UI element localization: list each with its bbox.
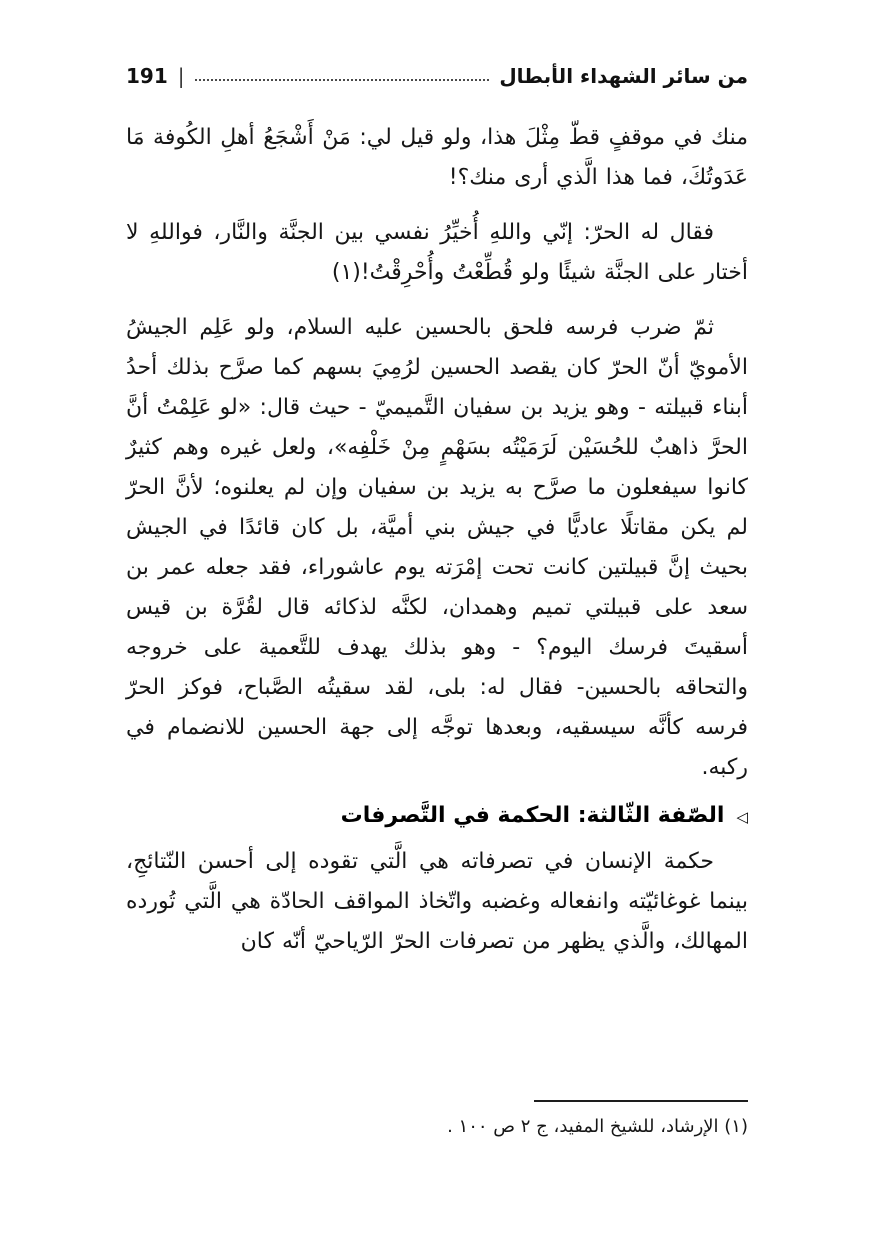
- footnote-text: (١) الإرشاد، للشيخ المفيد، ج ٢ ص ١٠٠ .: [447, 1116, 748, 1137]
- triangle-bullet-icon: ◁: [736, 807, 748, 826]
- footnote-block: [126, 1100, 748, 1142]
- body-paragraph: منك في موقفٍ قطّ مِثْلَ هذا، ولو قيل لي: مَنْ أَشْجَعُ أهلِ الكُوفة مَا عَدَوتُكَ، فما هذا الَّذي أرى منك؟!: [126, 125, 748, 190]
- body-paragraph: حكمة الإنسان في تصرفاته هي الَّتي تقوده إلى أحسن النّتائجِ، بينما غوغائيّته وانفعاله وغضبه واتّخاذ المواقف الحادّة هي الَّتي تُورده المهالك، والَّذي يظهر من تصرفات الحرّ الرّياحيّ أنّه كان: [126, 849, 748, 954]
- body-paragraph: ثمّ ضرب فرسه فلحق بالحسين عليه السلام، ولو عَلِم الجيشُ الأمويّ أنّ الحرّ كان يقصد الحسين لرُمِيَ بسهم كما صرَّح بذلك أحدُ أبناء قبيلته - وهو يزيد بن سفيان التَّميميّ - حيث قال: «لو عَلِمْتُ أنَّ الحرَّ ذاهبٌ للحُسَيْن لَرَمَيْتُه بسَهْمٍ مِنْ خَلْفِه»، ولعل غيره وهم كثيرٌ كانوا سيفعلون ما صرَّح به يزيد بن سفيان وإن لم يعلنوه؛ لأنَّ الحرّ لم يكن مقاتلًا عاديًّا في جيش بني أميَّة، بل كان قائدًا في الجيش بحيث إنَّ قبيلتين كانت تحت إمْرَته يوم عاشوراء، فقد جعله عمر بن سعد على قبيلتي تميم وهمدان، لكنَّه لذكائه قال لقُرَّة بن قيس أسقيتَ فرسك اليوم؟ - وهو بذلك يهدف للتَّعمية على خروجه والتحاقه بالحسين- فقال له: بلى، لقد سقيتُه الصَّباح، فوكز الحرّ فرسه كأنَّه سيسقيه، وبعدها توجَّه إلى جهة الحسين للانضمام في ركبه.: [126, 315, 748, 780]
- dotted-leader-line: [195, 79, 490, 81]
- page-header: [126, 64, 748, 88]
- page-number: 191: [126, 64, 168, 88]
- body-paragraph: فقال له الحرّ: إنّي واللهِ أُخيِّرُ نفسي بين الجنَّة والنَّار، فواللهِ لا أختار على الجنَّة شيئًا ولو قُطِّعْتُ وأُحْرِقْتُ!(١): [126, 220, 748, 285]
- footnote-rule: [534, 1100, 748, 1102]
- header-divider: |: [177, 64, 185, 88]
- section-heading-text: الصّفة الثّالثة: الحكمة في التَّصرفات: [340, 803, 725, 828]
- section-heading: [126, 803, 748, 828]
- running-header-title: من سائر الشهداء الأبطال: [499, 64, 748, 88]
